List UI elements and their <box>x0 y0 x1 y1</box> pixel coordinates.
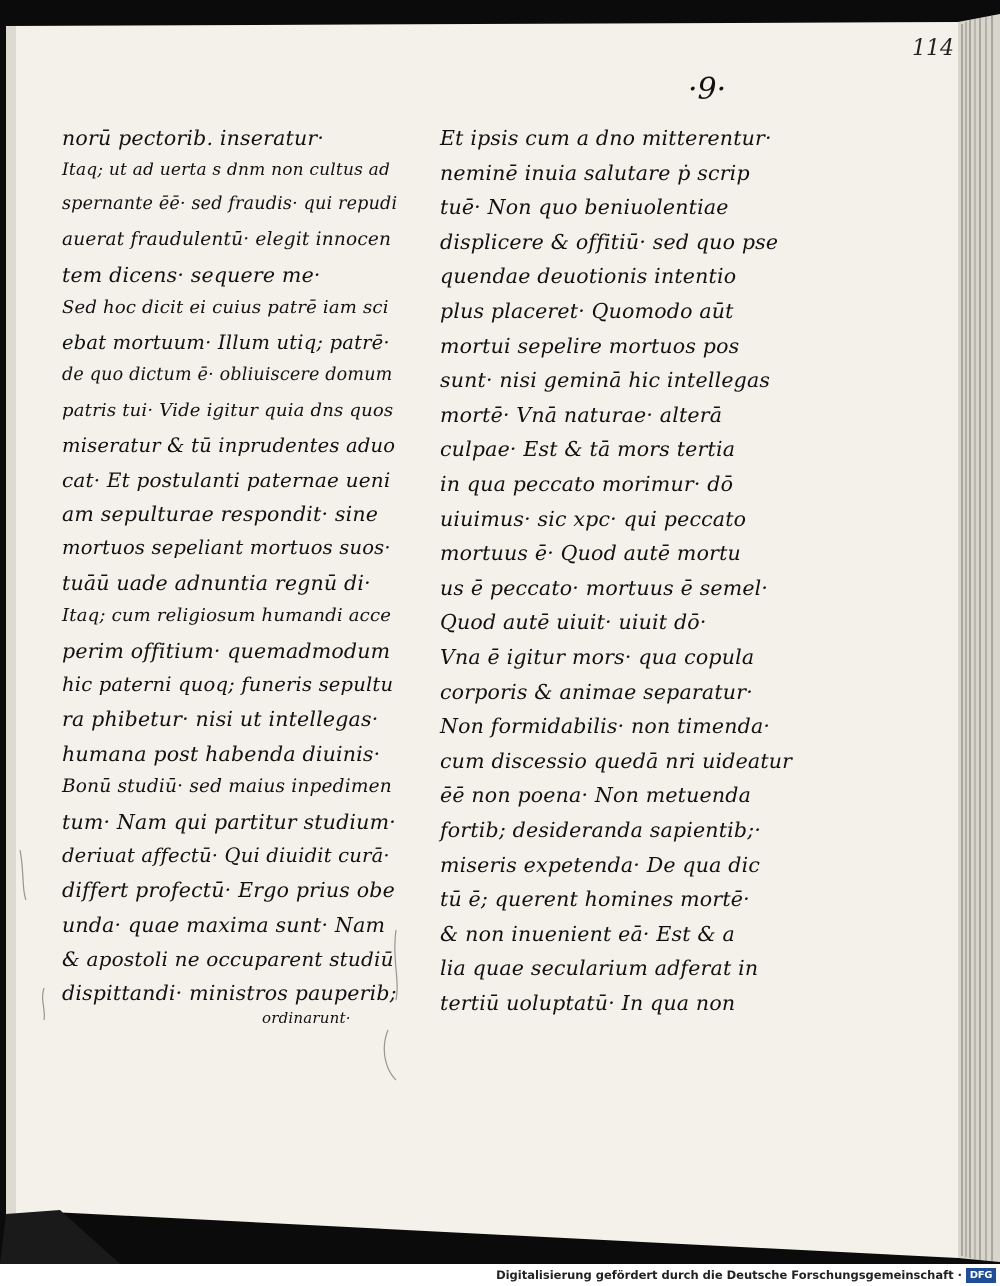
right-column-line: displicere & offitiū· sed quo pse <box>440 229 779 254</box>
left-column-line: dispittandi· ministros pauperib; <box>62 981 397 1005</box>
right-text-column <box>440 128 800 1028</box>
left-column-line: differt profectū· Ergo prius obe <box>62 878 395 903</box>
right-column-line: & non inuenient eā· Est & a <box>440 921 735 946</box>
left-column-line: Itaq; cum religiosum humandi acce <box>62 604 392 626</box>
left-column-line: spernante ēē· sed fraudis· qui repudi <box>62 194 398 215</box>
right-column-line: ēē non poena· Non metuenda <box>440 783 751 808</box>
left-column-line: tum· Nam qui partitur studium· <box>62 810 396 834</box>
left-column-line: miseratur & tū inprudentes aduo <box>62 433 396 457</box>
right-column-line: fortib; desideranda sapientib;· <box>440 818 762 842</box>
right-column-line: tū ē; querent homines mortē· <box>440 887 750 912</box>
left-column-line: norū pectorib. inseratur· <box>62 126 325 150</box>
left-column-line: tuāū uade adnuntia regnū di· <box>62 570 371 595</box>
left-column-line: mortuos sepeliant mortuos suos· <box>62 536 391 560</box>
right-column-line: quendae deuotionis intentio <box>440 264 737 289</box>
right-column-line: corporis & animae separatur· <box>440 679 753 704</box>
right-column-line: tuē· Non quo beniuolentiae <box>440 195 729 220</box>
left-text-column <box>62 128 402 1048</box>
left-column-line: am sepulturae respondit· sine <box>62 502 379 527</box>
left-column-line: Bonū studiū· sed maius inpedimen <box>62 775 392 797</box>
left-column-line: unda· quae maxima sunt· Nam <box>62 912 386 937</box>
left-column-line: Sed hoc dicit ei cuius patrē iam sci <box>62 297 389 318</box>
right-column-line: plus placeret· Quomodo aūt <box>440 299 734 323</box>
right-column-line: Vna ē igitur mors· qua copula <box>440 645 755 669</box>
left-column-line: ebat mortuum· Illum utiq; patrē· <box>62 331 390 355</box>
right-column-line: neminē inuia salutare ṗ scrip <box>440 160 750 185</box>
gathering-mark: ·9· <box>688 72 727 107</box>
folio-number: 114 <box>912 36 954 61</box>
left-column-line: auerat fraudulentū· elegit innocen <box>62 228 392 250</box>
funding-credit: Digitalisierung gefördert durch die Deutsche Forschungsgemeinschaft · <box>496 1268 962 1282</box>
right-column-line: miseris expetenda· De qua dic <box>440 852 761 877</box>
page-edges <box>958 14 1000 1262</box>
right-column-line: mortuus ē· Quod autē mortu <box>440 541 741 566</box>
left-column-line: deriuat affectū· Qui diuidit curā· <box>62 844 390 868</box>
left-column-line: hic paterni quoq; funeris sepultu <box>62 673 394 697</box>
left-column-line: tem dicens· sequere me· <box>62 262 321 287</box>
right-column-line: cum discessio quedā nri uideatur <box>440 748 793 773</box>
left-column-line: perim offitium· quemadmodum <box>62 639 391 663</box>
left-column-line: patris tui· Vide igitur quia dns quos <box>62 399 394 421</box>
right-column-line: uiuimus· sic xpc· qui peccato <box>440 506 747 531</box>
left-column-line: ra phibetur· nisi ut intellegas· <box>62 707 379 732</box>
left-column-line: de quo dictum ē· obliuiscere domum <box>62 365 393 386</box>
dfg-logo: DFG <box>966 1268 996 1283</box>
left-column-line: cat· Et postulanti paternae ueni <box>62 468 391 492</box>
right-column-line: Non formidabilis· non timenda· <box>440 714 771 739</box>
credit-bar <box>0 1264 1000 1286</box>
right-column-line: mortē· Vnā naturae· alterā <box>440 402 723 427</box>
left-column-line: & apostoli ne occuparent studiū <box>62 946 394 971</box>
right-column-line: mortui sepelire mortuos pos <box>440 333 740 358</box>
right-column-line: lia quae secularium adferat in <box>440 956 759 981</box>
right-column-line: culpae· Est & tā mors tertia <box>440 437 736 462</box>
right-column-line: Et ipsis cum a dno mitterentur· <box>440 126 772 150</box>
right-column-line: Quod autē uiuit· uiuit dō· <box>440 610 707 635</box>
right-column-line: us ē peccato· mortuus ē semel· <box>440 575 769 600</box>
left-column-line: ordinarunt· <box>262 1009 351 1028</box>
left-column-line: humana post habenda diuinis· <box>62 741 381 766</box>
left-column-line: Itaq; ut ad uerta s dnm non cultus ad <box>62 160 391 181</box>
right-column-line: sunt· nisi geminā hic intellegas <box>440 368 771 393</box>
right-column-line: in qua peccato morimur· dō <box>440 472 734 496</box>
right-column-line: tertiū uoluptatū· In qua non <box>440 991 736 1015</box>
